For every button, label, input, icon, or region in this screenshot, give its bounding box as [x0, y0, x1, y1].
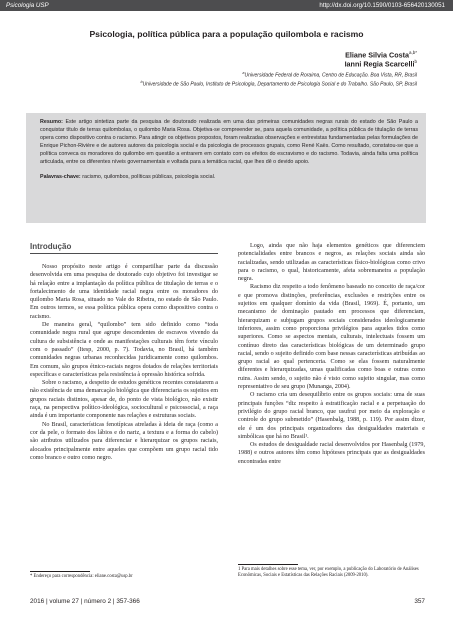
- journal-header-bar: [0, 0, 453, 11]
- author-1-name: Eliane Silvia Costa: [345, 50, 409, 60]
- affiliation-b-text: Universidade de São Paulo, Instituto de Psicologia, Departamento de Psicologia Social e do Trabalho. São Paulo, SP, Brasil: [142, 81, 417, 88]
- left-text-column: [30, 263, 218, 462]
- journal-name: Psicologia USP: [6, 2, 49, 9]
- doi-link[interactable]: http://dx.doi.org/10.1590/0103-656420130051: [319, 2, 445, 9]
- keywords-line: [40, 173, 418, 181]
- author-1: [345, 50, 417, 59]
- right-text-column: [238, 242, 425, 466]
- keywords-text: racismo, quilombos, políticas públicas, psicologia social.: [82, 173, 216, 180]
- affiliation-b: [140, 80, 417, 88]
- author-2: [345, 59, 417, 68]
- author-2-name: Ianni Regia Scarcelli: [344, 59, 415, 69]
- paragraph: Nosso propósito neste artigo é compartilhar parte da discussão desenvolvida em uma pesquisa de doutorado cujo objetivo foi investigar se há relação entre a implantação da política pública de titulação de terras e o fortalecimento de uma identidade racial negra entre os moradores do quilombo Maria Rosa, situado no Vale do Ribeira, no estado de São Paulo. Em outros termos, se essa política pública opera como dispositivo contra o racismo.: [30, 264, 218, 320]
- footnote-rule-right: [238, 564, 298, 565]
- affiliation-a: [242, 71, 417, 79]
- issue-info: 2016 | volume 27 | número 2 | 357-366: [30, 598, 140, 605]
- page-number: 357: [414, 598, 425, 605]
- keywords-label: Palavras-chave:: [40, 173, 81, 180]
- abstract-box: [26, 113, 426, 223]
- article-title: Psicologia, política pública para a população quilombola e racismo: [89, 29, 364, 39]
- affiliation-a-text: Universidade Federal de Roraima, Centro de Educação. Boa Vista, RR, Brasil: [244, 72, 417, 79]
- author-2-affil-marker: b: [414, 59, 417, 64]
- footnote-rule-left: [30, 571, 90, 572]
- paragraph: O racismo cria um desequilíbrio entre os grupos sociais: uma de suas principais funções “diz respeito à estratificação racial e a perpetuação do privilégio do grupo racial branco, que usufrui por meio da exploração e controle do grupo submetido” (Hasenbalg, 1988, p. 119). Por assim dizer, ele é um dos principais organizadores das desigualdades materiais e simbólicas que há no Brasil¹.: [238, 392, 425, 440]
- author-1-affil-marker: a,b*: [408, 50, 417, 55]
- paragraph: Logo, ainda que não haja elementos genéticos que diferenciem potencialidades entre brancos e negros, as relações sociais ainda são racializadas, sendo utilizadas as características físico-biológicas como crivo para o racismo, o qual, historicamente, afeta sobremaneira a população negra.: [238, 243, 425, 283]
- paragraph: Os estudos de desigualdade racial desenvolvidos por Hasenbalg (1979, 1988) e outros autores têm como hipóteses principais que as desigualdades encontradas entre: [238, 442, 425, 465]
- affiliation-b-marker: b: [140, 80, 143, 84]
- abstract-paragraph: [40, 118, 418, 167]
- abstract-text: Este artigo sintetiza parte da pesquisa de doutorado realizada em uma das primeiras comunidades negras rurais do estado de São Paulo a conquistar título de terras quilombolas, o quilombo Maria Rosa. Objetiva-se compreender se, para aquela comunidade, a política pública de titulação de terras opera como dispositivo contra o racismo. Para atingir os objetivos propostos, foram realizadas observações e entrevistas fundamentadas pelas formulações de Enrique Pichon-Rivière e de autores autores da psicologia social e da psicologia de processos grupais, como René Kaës. Como resultado, constatou-se que a política conveca os moradores do quilombo em questão a entrarem em contato com os efeitos do escravismo e do racismo. Todavia, ainda falta uma política articulada, entre os diferentes níveis governamentais e voltada para a temática racial, que lhes dê o devido apoio.: [40, 119, 418, 166]
- paragraph: No Brasil, características fenotípicas atreladas à ideia de raça (como a cor da pele, o formato dos lábios e do nariz, a textura e a forma do cabelo) são atributos utilizados para diferenciar e hierarquizar os grupos raciais, alocados principalmente entre aqueles que compõem um grupo racial tido como branco e outro como negro.: [30, 421, 218, 461]
- paragraph: Sobre o racismo, a despeito de estudos genéticos recentes constatarem a não existência de uma demarcação biológica que diferenciaria os sujeitos em grupos raciais distintos, apesar de, do ponto de vista biológico, não existir raça, na perspectiva político-ideológica, sociocultural e psicossocial, a raça ainda é um importante componente nas relações e estruturas sociais.: [30, 380, 218, 420]
- affiliation-a-marker: a: [242, 71, 245, 75]
- paragraph: Racismo diz respeito a todo fenômeno baseado no conceito de raça/cor e que promova distinções, preferências, exclusões e restrições entre os sujeitos em qualquer domínio da vida (Brasil, 1969). É, portanto, um mecanismo de dominação pautado em processos que diferenciam, hierarquizam e subjugam grupos sociais considerados ideologicamente inferiores, assim como proporciona privilégios para aqueles tidos como superiores. Como se aspectos mentais, culturais, intelectuais fossem um contínuo direto das características biológicas de um determinado grupo racial, sendo o sujeito definido com base nessas características atribuídas ao grupo racial ao qual pertenceria. Como se elas fossem naturalmente diferentes e hierarquizadas, umas qualificadas como boas e outras como ruins. Assim sendo, o sujeito não é visto como sujeito singular, mas como representativo de seu grupo (Munanga, 2004).: [238, 284, 425, 391]
- section-heading-rule: [30, 253, 218, 254]
- footnote-1: 1 Para mais detalhes sobre esse tema, ver, por exemplo, a publicação do Laboratório de Análises Econômicas, Sociais e Estatísticas das Relações Raciais (2009-2010).: [238, 567, 419, 578]
- abstract-label: Resumo:: [40, 119, 63, 125]
- paragraph: De maneira geral, “quilombo” tem sido definido como “toda comunidade negra rural que agrupe descendentes de escravos vivendo da cultura de subsistência e onde as manifestações culturais têm forte vínculo com o passado” (Itesp, 2000, p. 7). Todavia, no Brasil, há também comunidades negras urbanas reconhecidas juridicamente como quilombos. Em comum, são grupos étnico-raciais negros dotados de relações territoriais específicas e características pela resistência à opressão histórica sofrida.: [30, 322, 218, 378]
- section-heading-introduction: Introdução: [30, 242, 72, 251]
- correspondence-footnote: * Endereço para correspondência: eliane.costa@usp.br: [30, 574, 133, 579]
